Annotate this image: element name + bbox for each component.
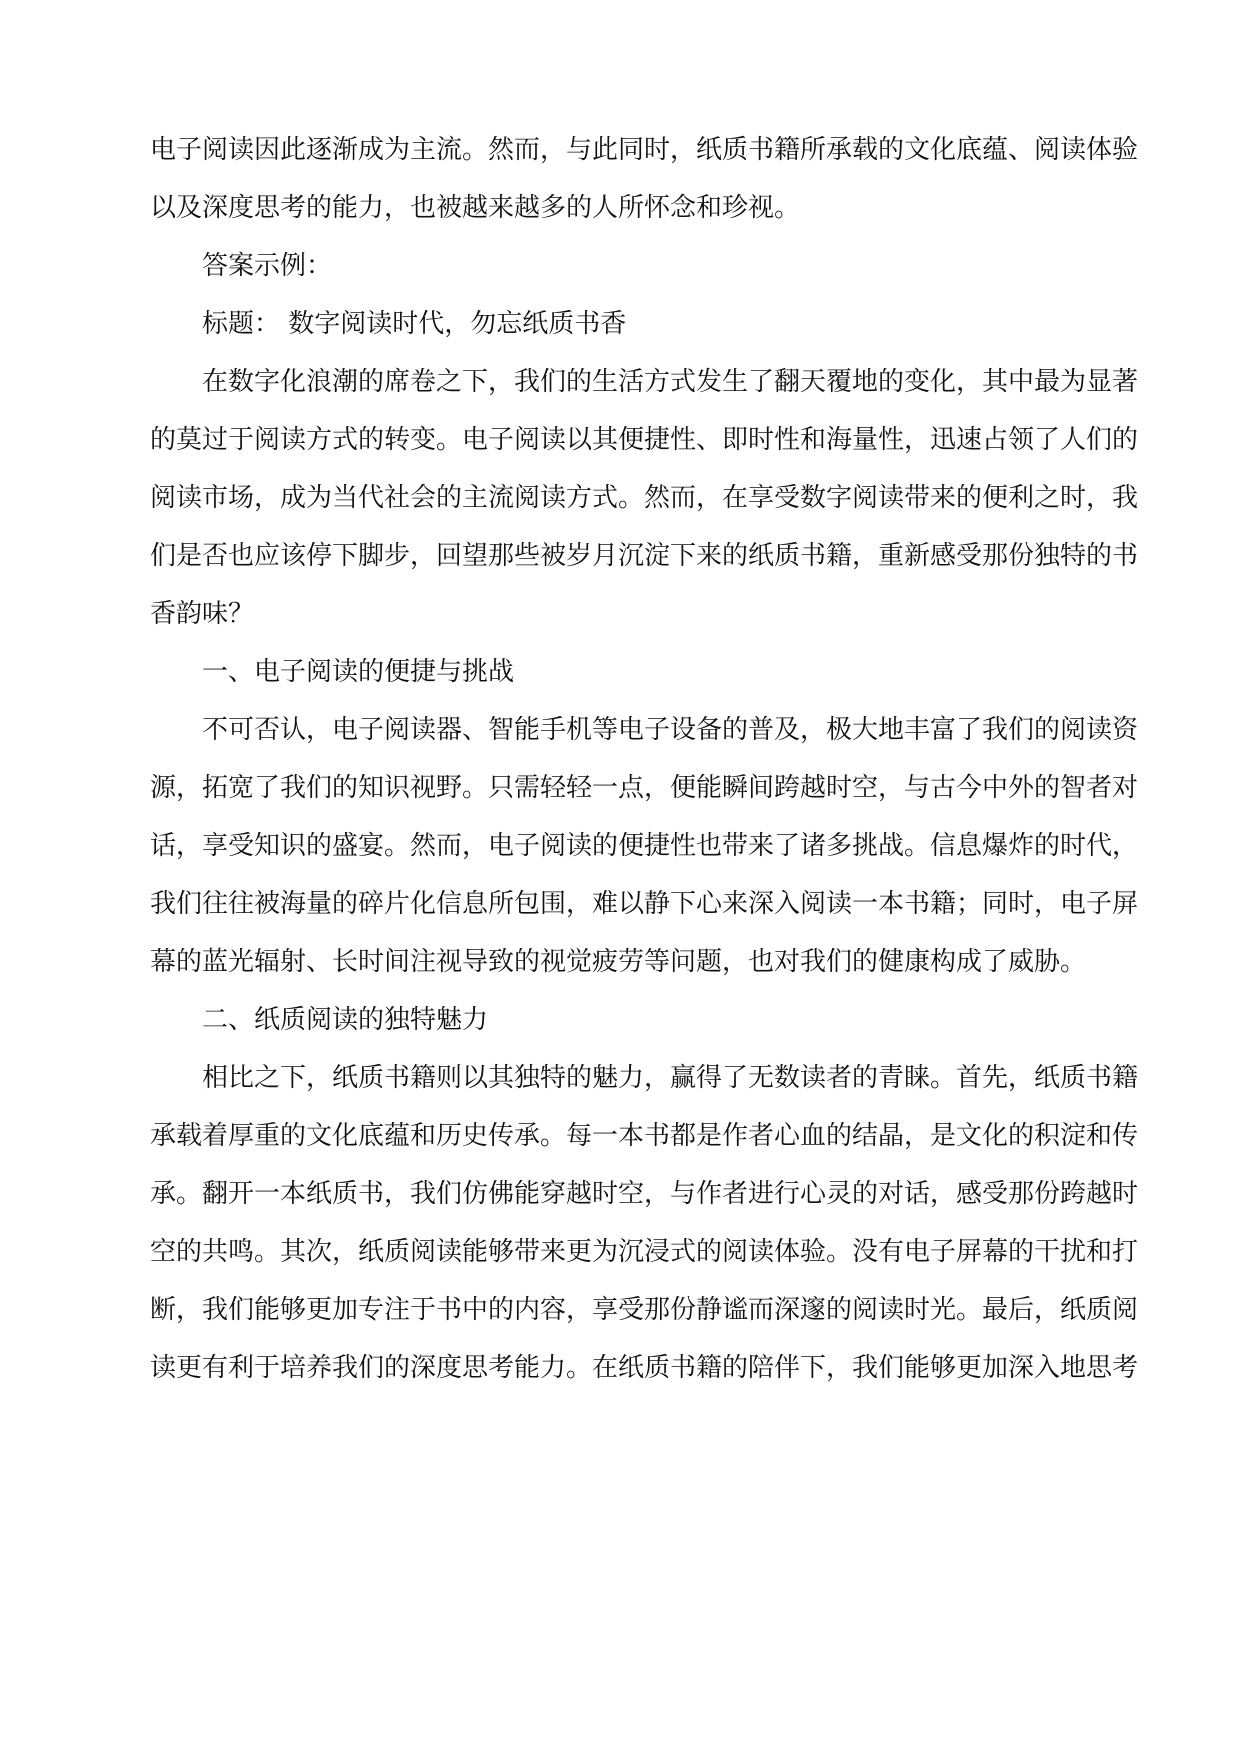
text-line: 阅读市场，成为当代社会的主流阅读方式。然而，在享受数字阅读带来的便利之时，我 [150,483,1139,513]
section-heading: 一、电子阅读的便捷与挑战 [202,657,515,687]
text-line: 香韵味？ [150,599,255,629]
essay-title: 标题： 数字阅读时代，勿忘纸质书香 [202,309,627,339]
text-line: 断，我们能够更加专注于书中的内容，享受那份静谧而深邃的阅读时光。最后，纸质阅 [150,1295,1139,1325]
section-heading: 二、纸质阅读的独特魅力 [202,1005,489,1035]
text-line: 话，享受知识的盛宴。然而，电子阅读的便捷性也带来了诸多挑战。信息爆炸的时代， [150,831,1139,861]
text-line: 空的共鸣。其次，纸质阅读能够带来更为沉浸式的阅读体验。没有电子屏幕的干扰和打 [150,1237,1139,1267]
text-line: 的莫过于阅读方式的转变。电子阅读以其便捷性、即时性和海量性，迅速占领了人们的 [150,425,1139,455]
text-line: 源，拓宽了我们的知识视野。只需轻轻一点，便能瞬间跨越时空，与古今中外的智者对 [150,773,1139,803]
text-line: 在数字化浪潮的席卷之下，我们的生活方式发生了翻天覆地的变化，其中最为显著 [202,367,1139,397]
text-line: 承。翻开一本纸质书，我们仿佛能穿越时空，与作者进行心灵的对话，感受那份跨越时 [150,1179,1139,1209]
text-line: 幕的蓝光辐射、长时间注视导致的视觉疲劳等问题，也对我们的健康构成了威胁。 [150,947,1087,977]
text-line: 们是否也应该停下脚步，回望那些被岁月沉淀下来的纸质书籍，重新感受那份独特的书 [150,541,1139,571]
text-line: 承载着厚重的文化底蕴和历史传承。每一本书都是作者心血的结晶，是文化的积淀和传 [150,1121,1139,1151]
text-line: 相比之下，纸质书籍则以其独特的魅力，赢得了无数读者的青睐。首先，纸质书籍 [202,1063,1139,1093]
text-line: 我们往往被海量的碎片化信息所包围，难以静下心来深入阅读一本书籍；同时，电子屏 [150,889,1139,919]
text-line: 不可否认，电子阅读器、智能手机等电子设备的普及，极大地丰富了我们的阅读资 [202,715,1139,745]
text-line: 以及深度思考的能力，也被越来越多的人所怀念和珍视。 [150,193,801,223]
text-line: 电子阅读因此逐渐成为主流。然而，与此同时，纸质书籍所承载的文化底蕴、阅读体验 [150,135,1139,165]
text-line: 读更有利于培养我们的深度思考能力。在纸质书籍的陪伴下，我们能够更加深入地思考 [150,1353,1139,1383]
answer-example-label: 答案示例： [202,251,333,281]
